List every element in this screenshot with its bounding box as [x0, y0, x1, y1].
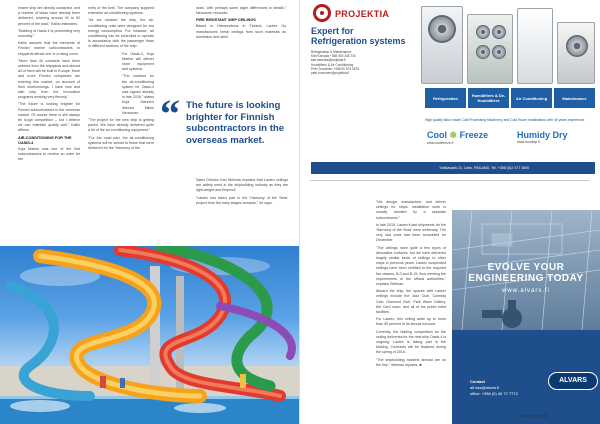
- pull-quote-text: The future is looking brighter for Finnish subcontractors in the overseas market.: [186, 100, 285, 146]
- projektia-brands: [427, 128, 599, 158]
- projektia-logo-icon: [313, 4, 331, 22]
- waterpark-photo: [0, 246, 300, 424]
- paragraph: "Lautex has taken part in the 'Harmony of the Seas' project from the early stages onwards," he says.: [196, 195, 288, 205]
- section-heading: FIRE RESISTANT SHIP CEILINGS: [196, 18, 256, 23]
- paragraph: "For the most part, the air-conditioning systems will be similar to those that were delivered for the 'Harmony of the: [88, 135, 154, 151]
- paragraph: "The ceilings have quite a few types of decorative surfaces, but we have delivered largely similar kinds of ceilings to other ships in previous years. Lautex suspended ceilings have been certified to the required fire classes, B-0 and B-15, thus meeting the requirements of the official authorities," explains Welmas.: [376, 245, 446, 287]
- projektia-service-tabs: [425, 88, 595, 108]
- humidydry-url[interactable]: www.humitop.fi: [517, 140, 540, 144]
- quote-mark-icon: “: [160, 91, 180, 136]
- tab-humidifiers[interactable]: Humidifiers & De-Humidifiers: [468, 88, 509, 108]
- alvars-advertisement[interactable]: [452, 210, 600, 424]
- paragraph: Kallio assures that the elements of Finnish marine subcontractors to shipyards attract one or a rising curve.: [18, 41, 80, 56]
- right-article-column: [376, 200, 446, 410]
- article-column-4: [196, 178, 288, 244]
- paragraph: Currently, the bidding competition for the ceiling deliveries for the next ship Oasis-4 is ongoing. Lautex is taking part in the bidding. Contracts will be finalized during the spring of 2016.: [376, 329, 446, 355]
- alvars-url[interactable]: www.alvars.fi: [501, 288, 550, 294]
- projektia-headline-block: [311, 26, 411, 106]
- alvars-contact-heading: Contact: [470, 379, 485, 384]
- air-conditioner-image: [557, 22, 595, 84]
- alvars-contact-phone: office: +358 (0) 40 77 7772: [470, 391, 518, 396]
- humidydry-brand[interactable]: [517, 130, 568, 144]
- paragraph: Aboard the ship, the spaces with Lautex ceilings include the Jazz Club, Comedy Club, Diamond Club, Park Wave Gallery, the Card room, and all of the public toilet facilities.: [376, 289, 446, 315]
- paragraph: seas,' with perhaps some slight differences in details," Neuvonen recounts.: [196, 6, 286, 16]
- projektia-quality-statement: High quality tailor made Cold Processing Machinery and Cold Room Installations with 45 years experience: [425, 118, 585, 122]
- coolfreeze-word-2: Freeze: [459, 130, 489, 140]
- article-column-3: [196, 6, 286, 96]
- paragraph: In late 2015, Lautex's last shipments for the 'Harmony of the Seas' were underway. The very last ones had been scheduled for December.: [376, 222, 446, 243]
- page-number: 13: [543, 414, 548, 418]
- paragraph: For Lautex, this ceiling adds up to more than 50 percent of its annual turnover.: [376, 317, 446, 327]
- coolfreeze-url[interactable]: www.coolfreeze.fi: [427, 141, 454, 145]
- humidydry-name: Humidy Dry: [517, 130, 568, 140]
- paragraph: "As we showed the ship, the air-conditioning units were designed for low energy consumption. For instance, air conditioning can be controlled to operate in accordance with the passenger flows in different sections of the ship.: [88, 18, 154, 49]
- page-footer: [520, 414, 548, 418]
- paragraph: Based in Hämeenlinna in Finland, Lautex Oy manufactures metal ceilings from such materials as aluminium and steel.: [196, 24, 286, 39]
- tab-air-conditioning[interactable]: Air Conditioning: [511, 88, 552, 108]
- coolfreeze-brand[interactable]: [427, 130, 488, 145]
- paragraph: Sales Director Kari Welmas explains that Lautex ceilings are widely used in the shipbuilding industry as they are light-weight and fireproof.: [196, 178, 288, 193]
- alvars-contact-email[interactable]: alf.sss@alvars.fi: [470, 385, 500, 390]
- snowflake-icon: ❄: [449, 130, 458, 140]
- article-column-1: [18, 6, 80, 244]
- article-column-2: [88, 6, 154, 244]
- alvars-slogan: [452, 262, 600, 284]
- tab-maintenance[interactable]: Maintenance: [554, 88, 595, 108]
- projektia-contacts: Refrigeration & Maintenance Kari Kansola +358 400 345 730 kari.kansola@projektia.fi Humidifiers & Air Conditioning Petri Tuominen +358 50 573 0875 petri.tuominen@projektia.fi: [311, 50, 360, 76]
- projektia-address-bar: Tuikkavarik 21, Lieto, FINLAND, Tel. +358 (0)2 477 3600: [311, 162, 595, 174]
- paragraph: "More than 40 contracts have been ordered from the shipyards and almost all of them will be built in Europe. More and more Finnish companies are entering this market, on account of their shortcomings. I have now and with help from the Innovation programs working very fiercely.": [18, 58, 80, 100]
- projektia-logo-text: PROJEKTIA: [335, 9, 390, 19]
- section-heading: AIR-CONDITIONING FOR THE OASIS-4: [18, 135, 72, 145]
- paragraph: "Building of Oasis 4 is proceeding very smoothly.": [18, 28, 80, 39]
- paragraph: "The project for the new ship is getting paced. We have already delivered quite a bit of the air-conditioning equipment.": [88, 118, 154, 133]
- alvars-contact: [470, 379, 518, 397]
- paragraph: "The shipbuilding markets abroad are on the rise," Welmas rejoices. ■: [376, 357, 446, 367]
- tab-refrigeration[interactable]: Refrigeration: [425, 88, 466, 108]
- compressor-rack-image: [467, 14, 513, 84]
- magazine-name: Quality Times: [520, 414, 542, 418]
- waterslides-illustration: [0, 246, 300, 424]
- humidifier-image: [517, 8, 553, 84]
- paragraph: "We design, manufacture, and deliver ceilings for ships. Installation work is usually handled by a separate subcontractor.": [376, 200, 446, 220]
- paragraph: "The future is looking brighter for Finnish subcontractors in the overseas market. Of course there is still always be tough competition – but I believe we can maintain quality well," Kallio affirms.: [18, 102, 80, 133]
- ad-divider: [310, 180, 590, 181]
- paragraph: nearer ship are directly contacted, and a number of ideas have already been delivered, covering around 40 to 50 percent of the total," Kalliio estimates.: [18, 6, 80, 26]
- projektia-headline: Expert for Refrigeration systems: [311, 26, 406, 46]
- coolfreeze-word-1: Cool: [427, 130, 447, 140]
- paragraph: For Oasis-4, Koja Marine will deliver more equipment and systems.: [122, 51, 154, 72]
- pull-quote: [160, 91, 300, 158]
- paragraph: Koja Marine was one of the first subcontractors to receive an order for the: [18, 146, 80, 162]
- paragraph: "The contract for the air-conditioning system for Oasis-4 was signed already in late 2016," states Koja Marine's director Mikko Neuvonen.: [122, 74, 154, 115]
- alvars-logo: ALVARS: [548, 372, 598, 390]
- alvars-slogan-line-1: EVOLVE YOUR: [487, 262, 565, 273]
- alvars-slogan-line-2: ENGINEERING TODAY: [468, 273, 584, 284]
- paragraph: entry of the keel. The company supplied extensive air-conditioning systems.: [88, 6, 154, 16]
- refrigeration-unit-image: [421, 6, 463, 84]
- projektia-advertisement[interactable]: [301, 0, 600, 180]
